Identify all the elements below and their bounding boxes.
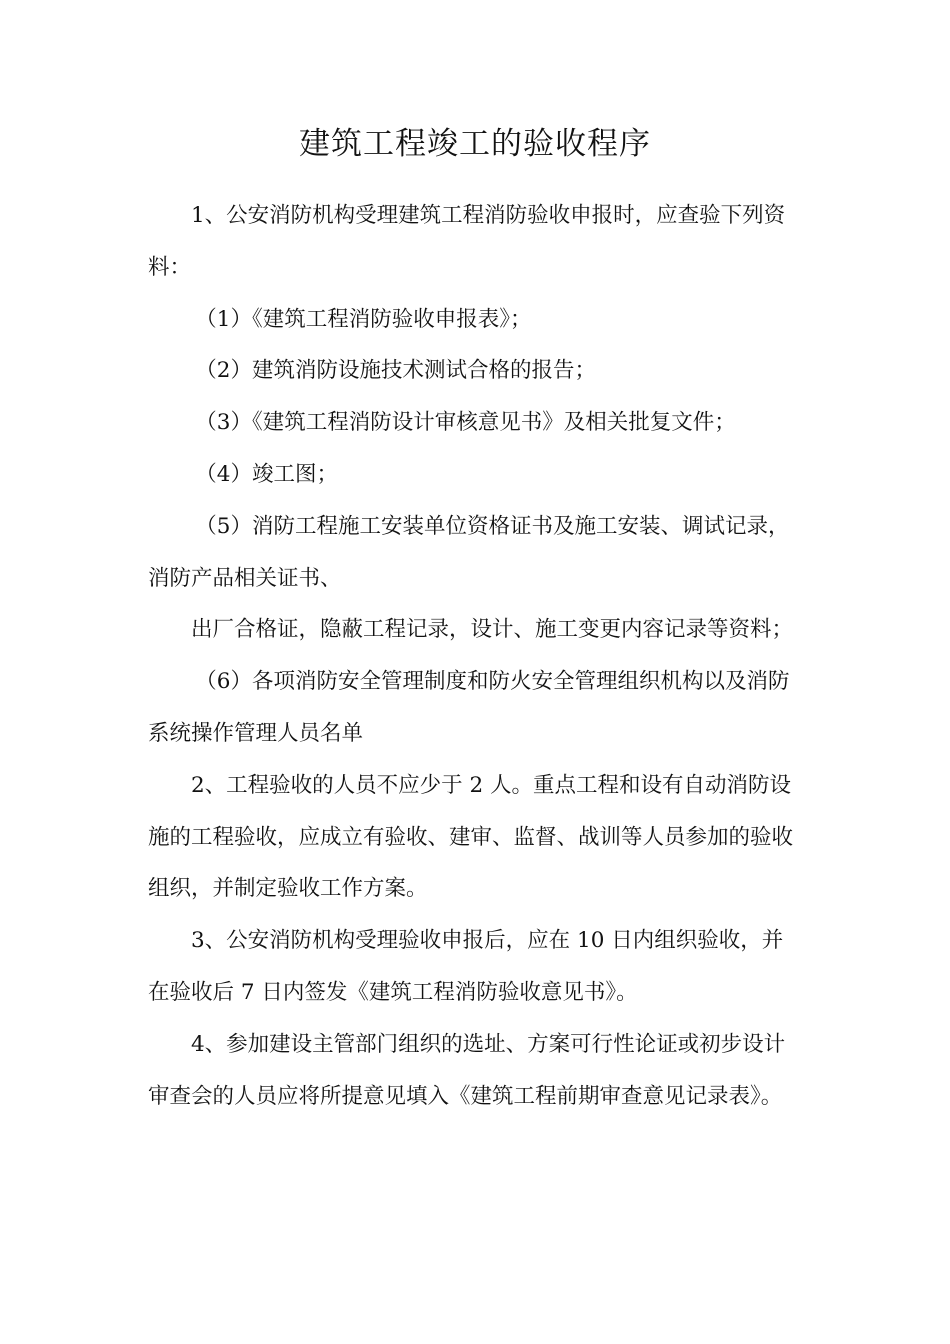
document-body <box>148 190 798 1122</box>
page-title: 建筑工程竣工的验收程序 <box>299 126 651 162</box>
list-item-5: （5）消防工程施工安装单位资格证书及施工安装、调试记录，消防产品相关证书、 <box>148 513 790 591</box>
paragraph-2: 2、工程验收的人员不应少于 2 人。重点工程和设有自动消防设施的工程验收，应成立有验收、建审、监督、战训等人员参加的验收组织，并制定验收工作方案。 <box>148 772 794 902</box>
list-item-5-continued: 出厂合格证，隐蔽工程记录，设计、施工变更内容记录等资料； <box>191 617 794 643</box>
paragraph-3: 3、公安消防机构受理验收申报后，应在 10 日内组织验收，并在验收后 7 日内签发《建筑工程消防验收意见书》。 <box>148 928 784 1005</box>
list-item-4: （4）竣工图； <box>195 461 338 487</box>
paragraph-1: 1、公安消防机构受理建筑工程消防验收申报时，应查验下列资料： <box>148 203 786 280</box>
list-item-2: （2）建筑消防设施技术测试合格的报告； <box>195 358 596 384</box>
list-item-6: （6）各项消防安全管理制度和防火安全管理组织机构以及消防系统操作管理人员名单 <box>148 669 790 746</box>
list-item-1: （1）《建筑工程消防验收申报表》； <box>195 306 532 332</box>
paragraph-4: 4、参加建设主管部门组织的选址、方案可行性论证或初步设计审查会的人员应将所提意见填入《建筑工程前期审查意见记录表》。 <box>148 1031 786 1109</box>
list-item-3: （3）《建筑工程消防设计审核意见书》及相关批复文件； <box>195 410 736 436</box>
